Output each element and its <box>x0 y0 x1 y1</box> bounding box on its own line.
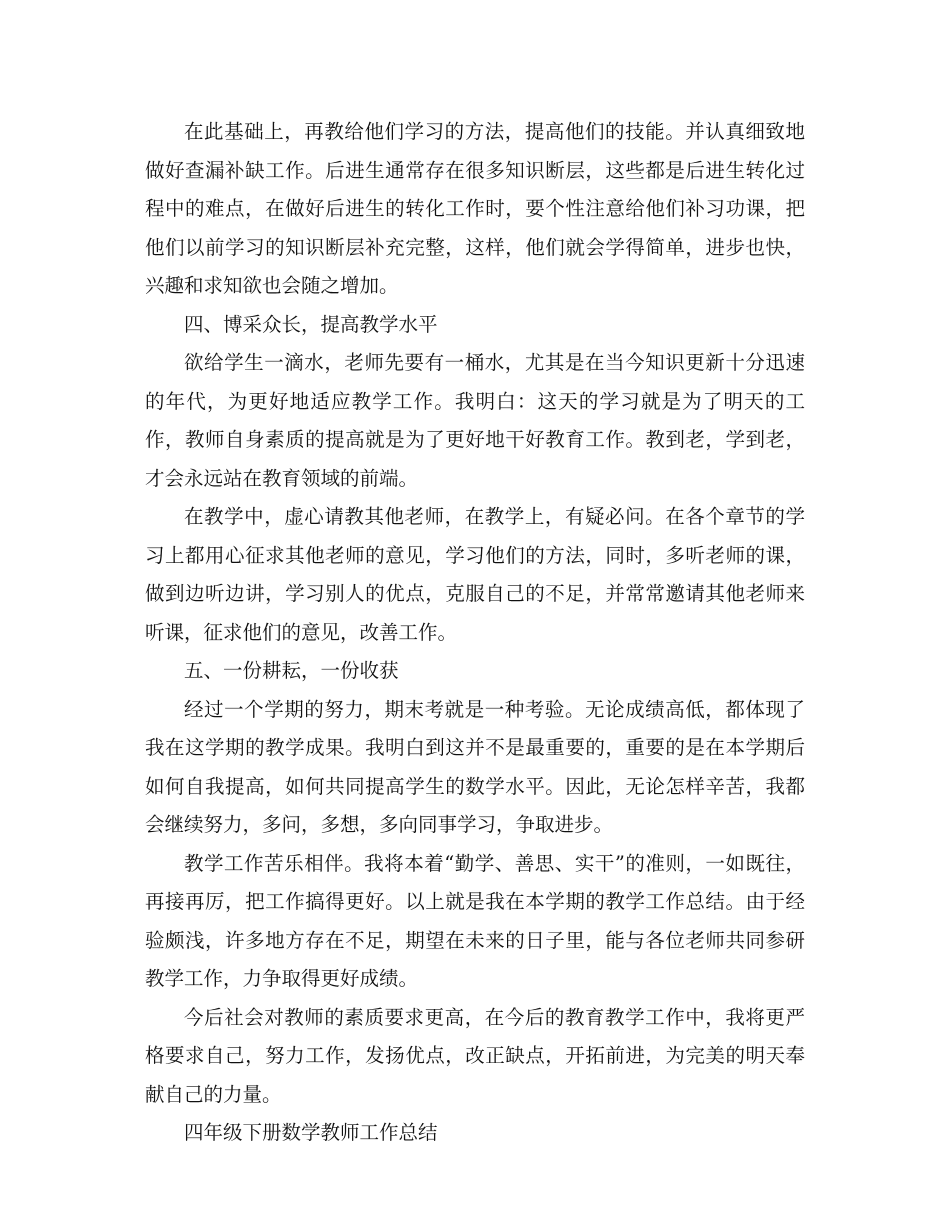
paragraph-remedial-teaching: 在此基础上，再教给他们学习的方法，提高他们的技能。并认真细致地做好查漏补缺工作。后进生通常存在很多知识断层，这些都是后进生转化过程中的难点，在做好后进生的转化工作时，要个性注意给他们补习功课，把他们以前学习的知识断层补充完整，这样，他们就会学得简单，进步也快，兴趣和求知欲也会随之增加。 <box>145 120 805 297</box>
paragraph-future-outlook: 今后社会对教师的素质要求更高，在今后的教育教学工作中，我将更严格要求自己，努力工作，发扬优点，改正缺点，开拓前进，为完美的明天奉献自己的力量。 <box>145 1005 805 1106</box>
document-body <box>145 113 805 1153</box>
paragraph-conclusion: 教学工作苦乐相伴。我将本着“勤学、善思、实干”的准则，一如既往，再接再厉，把工作搞得更好。以上就是我在本学期的教学工作总结。由于经验颇浅，许多地方存在不足，期望在未来的日子里，能与各位老师共同参研教学工作，力争取得更好成绩。 <box>145 851 805 990</box>
section-heading-4: 四、博采众长，提高教学水平 <box>184 312 438 336</box>
section-heading-5: 五、一份耕耘，一份收获 <box>184 659 399 682</box>
paragraph-self-improvement: 欲给学生一滴水，老师先要有一桶水，尤其是在当今知识更新十分迅速的年代，为更好地适应教学工作。我明白：这天的学习就是为了明天的工作，教师自身素质的提高就是为了更好地干好教育工作。教到老，学到老，才会永远站在教育领域的前端。 <box>145 351 805 490</box>
paragraph-learning-from-colleagues: 在教学中，虚心请教其他老师，在教学上，有疑必问。在各个章节的学习上都用心征求其他老师的意见，学习他们的方法，同时，多听老师的课，做到边听边讲，学习别人的优点，克服自己的不足，并常常邀请其他老师来听课，征求他们的意见，改善工作。 <box>145 505 805 644</box>
next-document-title: 四年级下册数学教师工作总结 <box>184 1121 438 1144</box>
paragraph-semester-results: 经过一个学期的努力，期末考就是一种考验。无论成绩高低，都体现了我在这学期的教学成果。我明白到这并不是最重要的，重要的是在本学期后如何自我提高，如何共同提高学生的数学水平。因此，无论怎样辛苦，我都会继续努力，多问，多想，多向同事学习，争取进步。 <box>145 697 805 836</box>
